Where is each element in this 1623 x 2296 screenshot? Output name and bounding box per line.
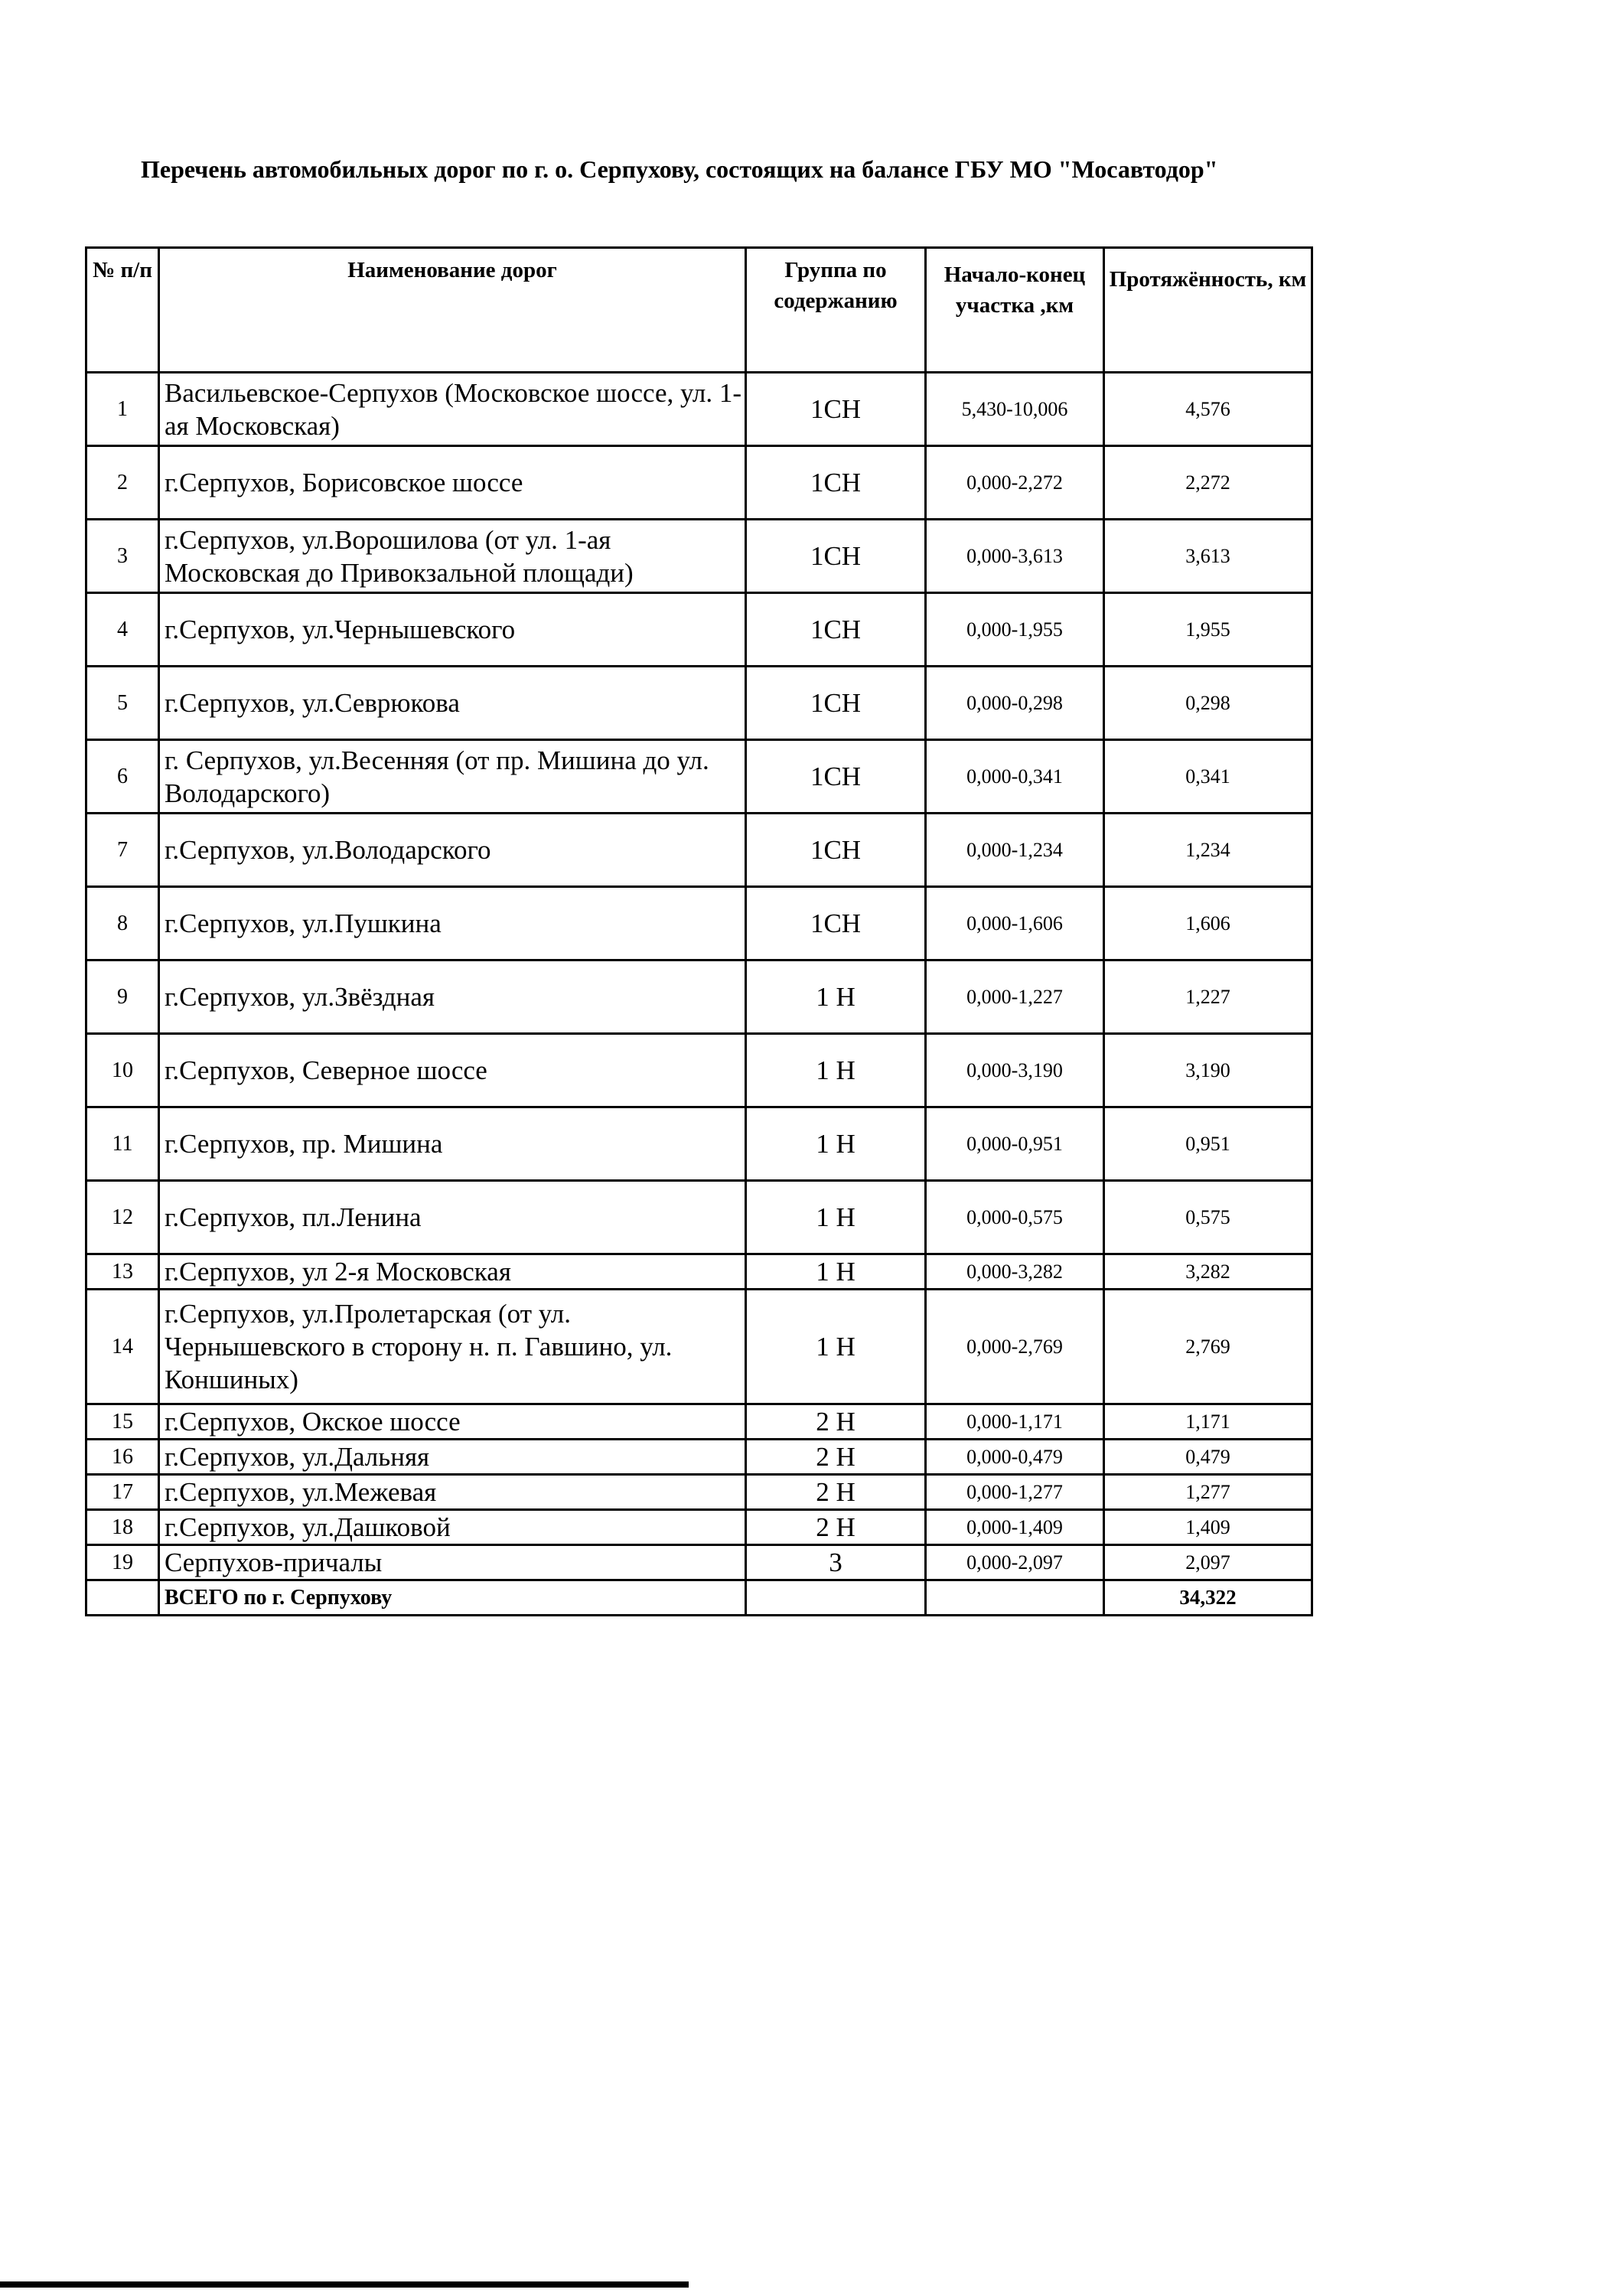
maintenance-group: 1 Н — [746, 1107, 926, 1181]
header-range: Начало-конец участка ,км — [926, 248, 1104, 373]
road-name: г.Серпухов, Борисовское шоссе — [159, 446, 746, 520]
maintenance-group: 1СН — [746, 446, 926, 520]
roads-table — [85, 246, 1313, 1616]
table-row — [86, 740, 1312, 814]
section-range: 0,000-1,409 — [926, 1510, 1104, 1545]
table-row — [86, 593, 1312, 667]
road-name: г.Серпухов, ул 2-я Московская — [159, 1254, 746, 1290]
road-name: г.Серпухов, ул.Чернышевского — [159, 593, 746, 667]
row-number: 13 — [86, 1254, 159, 1290]
section-range: 0,000-2,097 — [926, 1545, 1104, 1580]
row-number: 19 — [86, 1545, 159, 1580]
road-length: 0,479 — [1104, 1440, 1312, 1475]
header-row — [86, 248, 1312, 373]
road-length: 3,190 — [1104, 1034, 1312, 1107]
table-row — [86, 667, 1312, 740]
road-name: г.Серпухов, Окское шоссе — [159, 1404, 746, 1440]
maintenance-group: 1 Н — [746, 1254, 926, 1290]
maintenance-group: 1СН — [746, 814, 926, 887]
row-number: 12 — [86, 1181, 159, 1254]
road-name: г.Серпухов, ул.Межевая — [159, 1475, 746, 1510]
road-name: г.Серпухов, ул.Пролетарская (от ул. Чернышевского в сторону н. п. Гавшино, ул. Коншиных) — [159, 1290, 746, 1404]
road-name: г.Серпухов, ул.Севрюкова — [159, 667, 746, 740]
road-name: г. Серпухов, ул.Весенняя (от пр. Мишина до ул. Володарского) — [159, 740, 746, 814]
table-row — [86, 446, 1312, 520]
total-label: ВСЕГО по г. Серпухову — [159, 1580, 746, 1616]
road-length: 1,955 — [1104, 593, 1312, 667]
table-row — [86, 1440, 1312, 1475]
total-row — [86, 1580, 1312, 1616]
road-length: 0,575 — [1104, 1181, 1312, 1254]
road-length: 2,769 — [1104, 1290, 1312, 1404]
road-length: 0,298 — [1104, 667, 1312, 740]
maintenance-group: 1СН — [746, 520, 926, 593]
header-length: Протяжённость, км — [1104, 248, 1312, 373]
table-row — [86, 814, 1312, 887]
header-name: Наименование дорог — [159, 248, 746, 373]
maintenance-group: 1СН — [746, 667, 926, 740]
road-name: г.Серпухов, Северное шоссе — [159, 1034, 746, 1107]
table-row — [86, 1034, 1312, 1107]
table-row — [86, 1254, 1312, 1290]
road-length: 1,606 — [1104, 887, 1312, 960]
page-title: Перечень автомобильных дорог по г. о. Серпухову, состоящих на балансе ГБУ МО "Мосавтодор" — [141, 155, 1218, 183]
section-range: 0,000-0,479 — [926, 1440, 1104, 1475]
table-row — [86, 1510, 1312, 1545]
road-length: 2,272 — [1104, 446, 1312, 520]
section-range: 0,000-1,606 — [926, 887, 1104, 960]
maintenance-group: 1СН — [746, 373, 926, 446]
road-name: г.Серпухов, пр. Мишина — [159, 1107, 746, 1181]
maintenance-group: 1 Н — [746, 1181, 926, 1254]
maintenance-group: 1СН — [746, 887, 926, 960]
road-name: г.Серпухов, ул.Ворошилова (от ул. 1-ая Московская до Привокзальной площади) — [159, 520, 746, 593]
row-number: 7 — [86, 814, 159, 887]
section-range: 0,000-0,951 — [926, 1107, 1104, 1181]
maintenance-group: 3 — [746, 1545, 926, 1580]
row-number: 2 — [86, 446, 159, 520]
section-range: 0,000-3,190 — [926, 1034, 1104, 1107]
section-range: 0,000-1,234 — [926, 814, 1104, 887]
section-range: 0,000-2,272 — [926, 446, 1104, 520]
row-number: 5 — [86, 667, 159, 740]
table-row — [86, 887, 1312, 960]
road-length: 3,282 — [1104, 1254, 1312, 1290]
table-row — [86, 1475, 1312, 1510]
total-num — [86, 1580, 159, 1616]
road-length: 4,576 — [1104, 373, 1312, 446]
row-number: 4 — [86, 593, 159, 667]
section-range: 0,000-3,282 — [926, 1254, 1104, 1290]
row-number: 8 — [86, 887, 159, 960]
road-length: 2,097 — [1104, 1545, 1312, 1580]
road-length: 1,277 — [1104, 1475, 1312, 1510]
table-row — [86, 520, 1312, 593]
table-row — [86, 1404, 1312, 1440]
road-name: г.Серпухов, ул.Пушкина — [159, 887, 746, 960]
maintenance-group: 2 Н — [746, 1510, 926, 1545]
row-number: 15 — [86, 1404, 159, 1440]
road-length: 1,171 — [1104, 1404, 1312, 1440]
maintenance-group: 1 Н — [746, 960, 926, 1034]
header-group: Группа по содержанию — [746, 248, 926, 373]
total-length: 34,322 — [1104, 1580, 1312, 1616]
section-range: 0,000-2,769 — [926, 1290, 1104, 1404]
road-length: 0,951 — [1104, 1107, 1312, 1181]
road-name: Серпухов-причалы — [159, 1545, 746, 1580]
row-number: 17 — [86, 1475, 159, 1510]
table-row — [86, 1545, 1312, 1580]
section-range: 0,000-1,955 — [926, 593, 1104, 667]
row-number: 9 — [86, 960, 159, 1034]
section-range: 0,000-0,575 — [926, 1181, 1104, 1254]
table-row — [86, 960, 1312, 1034]
road-name: г.Серпухов, ул.Дальняя — [159, 1440, 746, 1475]
row-number: 18 — [86, 1510, 159, 1545]
maintenance-group: 2 Н — [746, 1475, 926, 1510]
total-group — [746, 1580, 926, 1616]
road-name: Васильевское-Серпухов (Московское шоссе, ул. 1-ая Московская) — [159, 373, 746, 446]
table-row — [86, 373, 1312, 446]
section-range: 0,000-3,613 — [926, 520, 1104, 593]
maintenance-group: 1 Н — [746, 1034, 926, 1107]
table-row — [86, 1290, 1312, 1404]
section-range: 0,000-1,227 — [926, 960, 1104, 1034]
row-number: 11 — [86, 1107, 159, 1181]
table-row — [86, 1181, 1312, 1254]
maintenance-group: 1СН — [746, 740, 926, 814]
row-number: 14 — [86, 1290, 159, 1404]
maintenance-group: 2 Н — [746, 1404, 926, 1440]
maintenance-group: 1СН — [746, 593, 926, 667]
scan-edge-line — [0, 2281, 689, 2288]
road-length: 3,613 — [1104, 520, 1312, 593]
section-range: 0,000-0,298 — [926, 667, 1104, 740]
road-length: 1,234 — [1104, 814, 1312, 887]
road-length: 1,227 — [1104, 960, 1312, 1034]
road-name: г.Серпухов, ул.Дашковой — [159, 1510, 746, 1545]
road-name: г.Серпухов, пл.Ленина — [159, 1181, 746, 1254]
row-number: 3 — [86, 520, 159, 593]
header-num: № п/п — [86, 248, 159, 373]
table-row — [86, 1107, 1312, 1181]
total-range — [926, 1580, 1104, 1616]
row-number: 1 — [86, 373, 159, 446]
section-range: 5,430-10,006 — [926, 373, 1104, 446]
maintenance-group: 2 Н — [746, 1440, 926, 1475]
row-number: 16 — [86, 1440, 159, 1475]
section-range: 0,000-0,341 — [926, 740, 1104, 814]
section-range: 0,000-1,171 — [926, 1404, 1104, 1440]
section-range: 0,000-1,277 — [926, 1475, 1104, 1510]
road-name: г.Серпухов, ул.Володарского — [159, 814, 746, 887]
maintenance-group: 1 Н — [746, 1290, 926, 1404]
road-name: г.Серпухов, ул.Звёздная — [159, 960, 746, 1034]
road-length: 1,409 — [1104, 1510, 1312, 1545]
row-number: 6 — [86, 740, 159, 814]
road-length: 0,341 — [1104, 740, 1312, 814]
row-number: 10 — [86, 1034, 159, 1107]
